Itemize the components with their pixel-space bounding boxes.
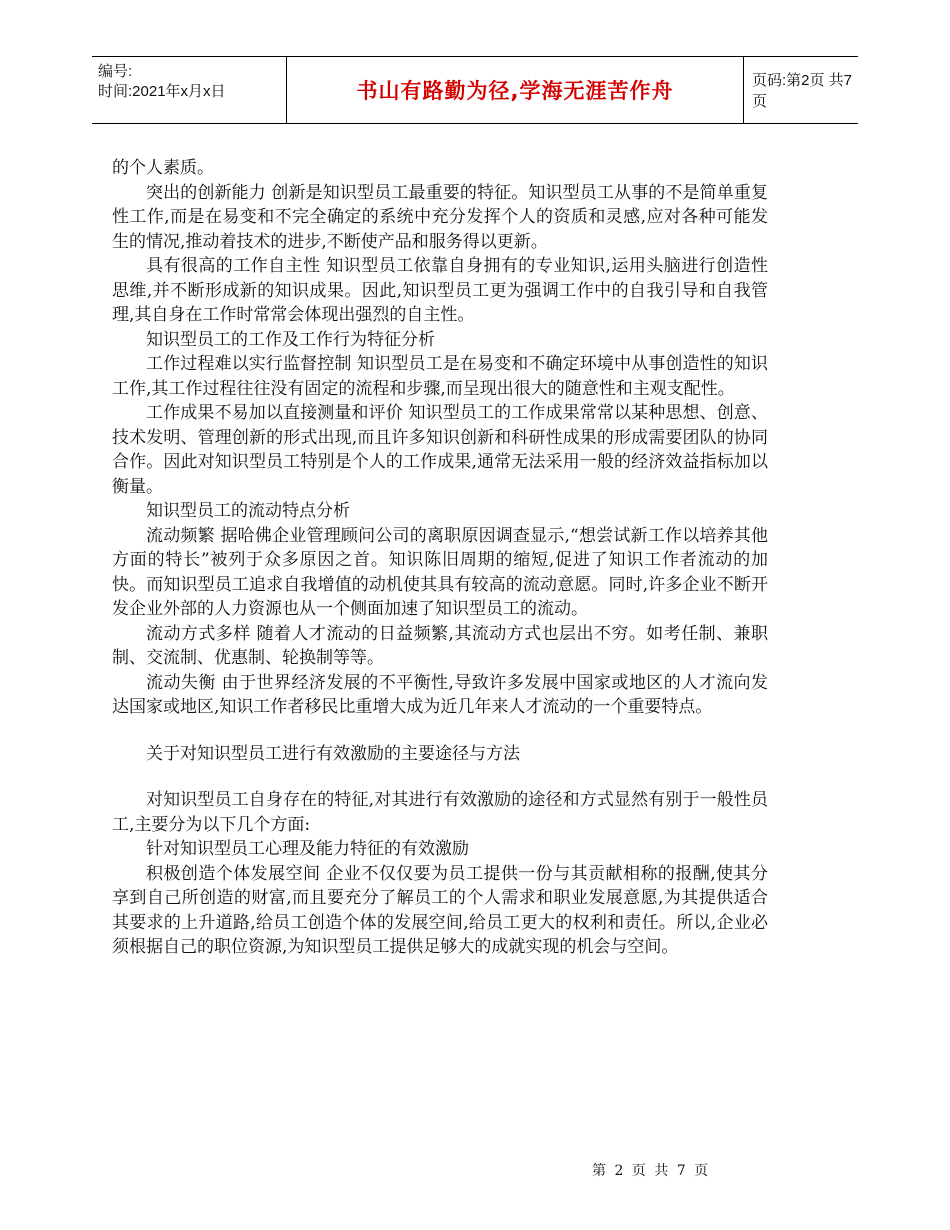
section-heading: 知识型员工的工作及工作行为特征分析 [146,329,435,350]
page-header [92,56,858,124]
page-footer: 第 2 页 共 7 页 [592,1163,711,1179]
paragraph: 的个人素质。 [112,158,214,178]
paragraph: 对知识型员工自身存在的特征,对其进行有效激励的途径和方式显然有别于一般性员工,主要分为以下几个方面: [112,790,768,835]
header-page-info: 页码:第2页 共7页 [752,72,853,110]
section-heading: 关于对知识型员工进行有效激励的主要途径与方法 [146,743,520,764]
header-meta [92,57,286,123]
paragraph: 流动失衡 由于世界经济发展的不平衡性,导致许多发展中国家或地区的人才流向发达国家或地区,知识工作者移民比重增大成为近几年来人才流动的一个重要特点。 [112,672,768,717]
paragraph: 具有很高的工作自主性 知识型员工依靠自身拥有的专业知识,运用头脑进行创造性思维,并不断形成新的知识成果。因此,知识型员工更为强调工作中的自我引导和自我管理,其自身在工作时常常会体现出强烈的自主性。 [112,256,768,325]
paragraph: 流动方式多样 随着人才流动的日益频繁,其流动方式也层出不穷。如考任制、兼职制、交流制、优惠制、轮换制等等。 [112,623,768,668]
document-time-label: 时间:2021年x月x日 [98,83,226,100]
paragraph: 工作成果不易加以直接测量和评价 知识型员工的工作成果常常以某种思想、创意、技术发明、管理创新的形式出现,而且许多知识创新和科研性成果的形成需要团队的协同合作。因此对知识型员工特别是个人的工作成果,通常无法采用一般的经济效益指标加以衡量。 [112,403,768,497]
document-number-label: 编号: [98,63,133,80]
spacer [112,766,768,788]
header-motto: 书山有路勤为径,学海无涯苦作舟 [356,79,674,103]
paragraph: 突出的创新能力 创新是知识型员工最重要的特征。知识型员工从事的不是简单重复性工作,而是在易变和不完全确定的系统中充分发挥个人的资质和灵感,应对各种可能发生的情况,推动着技术的进步,不断使产品和服务得以更新。 [112,182,768,252]
section-heading: 针对知识型员工心理及能力特征的有效激励 [146,839,469,859]
paragraph: 工作过程难以实行监督控制 知识型员工是在易变和不确定环境中从事创造性的知识工作,其工作过程往往没有固定的流程和步骤,而呈现出很大的随意性和主观支配性。 [112,354,768,399]
section-heading: 知识型员工的流动特点分析 [146,501,350,521]
spacer [112,720,768,742]
paragraph: 流动频繁 据哈佛企业管理顾问公司的离职原因调查显示,“想尝试新工作以培养其他方面的特长”被列于众多原因之首。知识陈旧周期的缩短,促进了知识工作者流动的加快。而知识型员工追求自我增值的动机使其具有较高的流动意愿。同时,许多企业不断开发企业外部的人力资源也从一个侧面加速了知识型员工的流动。 [112,525,768,619]
header-motto-cell [286,57,744,123]
paragraph: 积极创造个体发展空间 企业不仅仅要为员工提供一份与其贡献相称的报酬,使其分享到自己所创造的财富,而且要充分了解员工的个人需求和职业发展意愿,为其提供适合其要求的上升道路,给员工创造个体的发展空间,给员工更大的权利和责任。所以,企业必须根据自己的职位资源,为知识型员工提供足够大的成就实现的机会与空间。 [112,863,768,957]
document-body [112,156,768,960]
